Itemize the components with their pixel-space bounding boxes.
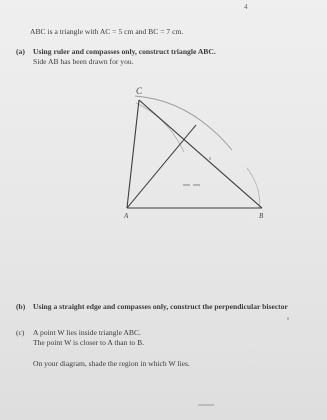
construction-line bbox=[127, 125, 196, 208]
side-cb bbox=[139, 100, 262, 208]
side-ac bbox=[127, 100, 139, 208]
vertex-b-label: B bbox=[259, 212, 264, 220]
vertex-c-label: C bbox=[136, 86, 143, 96]
page-number: 4 bbox=[244, 3, 248, 11]
construction-arc-top bbox=[135, 96, 232, 150]
part-b-label: (b) bbox=[16, 302, 26, 311]
part-c-label: (c) bbox=[16, 328, 25, 337]
construction-arc-right bbox=[247, 168, 260, 208]
part-a-label: (a) bbox=[16, 47, 25, 56]
part-c-line-3: On your diagram, shade the region in which W lies. bbox=[33, 359, 190, 368]
vertex-a-label: A bbox=[124, 212, 129, 220]
part-b-instruction: Using a straight edge and compasses only, construct the perpendicular bisector bbox=[33, 302, 288, 311]
part-c-line-1: A point W lies inside triangle ABC. bbox=[33, 328, 141, 337]
intro-text: ABC is a triangle with AC = 5 cm and BC = 7 cm. bbox=[30, 27, 184, 36]
part-c-line-2: The point W is closer to A than to B. bbox=[33, 338, 145, 347]
construction-arc-inner bbox=[136, 103, 184, 152]
part-a-instruction: Using ruler and compasses only, construct triangle ABC. bbox=[33, 47, 216, 56]
part-a-note: Side AB has been drawn for you. bbox=[33, 57, 134, 66]
